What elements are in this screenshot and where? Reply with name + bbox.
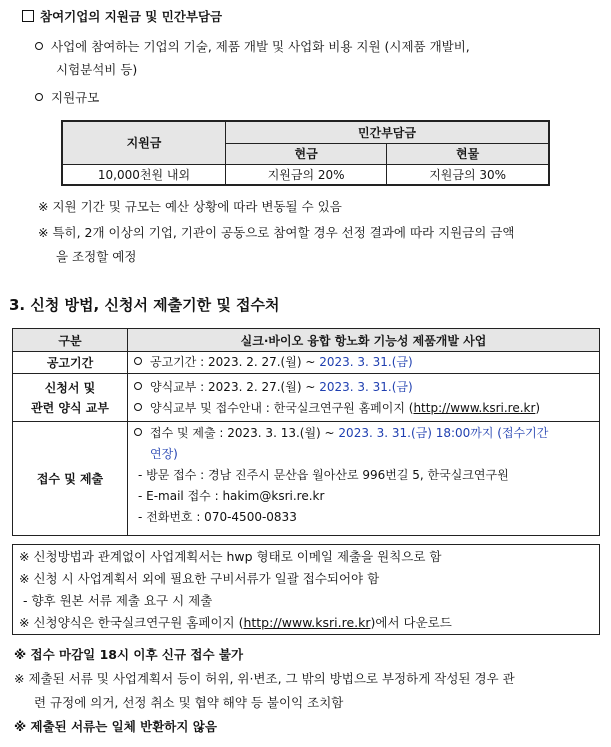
form-issue-label: 신청서 및 관련 양식 교부 bbox=[13, 374, 128, 422]
notes-line-1: ※ 신청방법과 관계없이 사업계획서는 hwp 형태로 이메일 제출을 원칙으로 함 bbox=[19, 549, 442, 564]
notes-line-2: ※ 신청 시 사업계획서 외에 필요한 구비서류가 일괄 접수되어야 함 bbox=[19, 571, 380, 586]
announce-period-label: 공고기간 bbox=[13, 352, 128, 374]
support-note-2-cont: 을 조정할 예정 bbox=[56, 249, 137, 264]
kind-col-header: 현물 bbox=[387, 143, 549, 164]
checkbox-icon bbox=[22, 10, 34, 22]
circle-bullet-icon bbox=[134, 428, 142, 436]
bottom-note-2: ※ 제출된 서류 및 사업계획서 등이 허위, 위·변조, 그 밖의 방법으로 부정하게 작성된 경우 관 bbox=[14, 671, 515, 686]
homepage-link[interactable]: http://www.ksri.re.kr bbox=[413, 400, 536, 415]
notes-line-4: ※ 신청양식은 한국실크연구원 홈페이지 (http://www.ksri.re.kr)에서 다운로드 bbox=[19, 615, 452, 630]
support-bullet-1: 사업에 참여하는 기업의 기술, 제품 개발 및 사업화 비용 지원 (시제품 개발비, bbox=[35, 38, 470, 56]
submission-label: 접수 및 제출 bbox=[13, 422, 128, 536]
circle-bullet-icon bbox=[134, 382, 142, 390]
support-note-1: ※ 지원 기간 및 규모는 예산 상황에 따라 변동될 수 있음 bbox=[38, 199, 342, 214]
support-note-2: ※ 특히, 2개 이상의 기업, 기관이 공동으로 참여할 경우 선정 결과에 따라 지원금의 금액 bbox=[38, 225, 515, 240]
form-issue-cell: 양식교부 : 2023. 2. 27.(월) ~ 2023. 3. 31.(금) 양식교부 및 접수안내 : 한국실크연구원 홈페이지 (http://www.ksri.re.kr) bbox=[128, 374, 600, 422]
application-table bbox=[12, 328, 600, 536]
support-bullet-1-cont: 시험분석비 등) bbox=[56, 62, 138, 77]
support-bullet-2: 지원규모 bbox=[35, 89, 99, 107]
phone-info: - 전화번호 : 070-4500-0833 bbox=[138, 510, 297, 524]
email-info: - E-mail 접수 : hakim@ksri.re.kr bbox=[138, 489, 325, 503]
notes-box bbox=[12, 544, 600, 635]
private-col-header: 민간부담금 bbox=[226, 121, 550, 143]
cash-col-header: 현금 bbox=[226, 143, 387, 164]
support-col-header: 지원금 bbox=[62, 121, 226, 164]
circle-bullet-icon bbox=[35, 42, 43, 50]
kind-value-cell: 지원금의 30% bbox=[387, 164, 549, 185]
support-value-cell: 10,000천원 내외 bbox=[62, 164, 226, 185]
apply-header-left: 구분 bbox=[13, 329, 128, 352]
visit-info: - 방문 접수 : 경남 진주시 문산읍 월아산로 996번길 5, 한국실크연구원 bbox=[138, 468, 509, 482]
notes-line-3: - 향후 원본 서류 제출 요구 시 제출 bbox=[19, 593, 213, 608]
support-section-title: 참여기업의 지원금 및 민간부담금 bbox=[22, 8, 222, 26]
bottom-note-2-cont: 련 규정에 의거, 선정 취소 및 협약 해약 등 불이익 조치함 bbox=[34, 695, 344, 710]
announce-period-cell: 공고기간 : 2023. 2. 27.(월) ~ 2023. 3. 31.(금) bbox=[128, 352, 600, 374]
cash-value-cell: 지원금의 20% bbox=[226, 164, 387, 185]
circle-bullet-icon bbox=[35, 93, 43, 101]
submission-cell: 접수 및 제출 : 2023. 3. 13.(월) ~ 2023. 3. 31.(금) 18:00까지 (접수기간 연장) - 방문 접수 : 경남 진주시 문산읍 월아산로 996번길 5, 한국실크연구원 - E-mail 접수 : hakim@ksri.re.kr - 전화번호 : 070-4500-0833 bbox=[128, 422, 600, 536]
homepage-link-2[interactable]: http://www.ksri.re.kr bbox=[243, 615, 371, 630]
bottom-note-1: ※ 접수 마감일 18시 이후 신규 접수 불가 bbox=[14, 647, 244, 662]
support-table bbox=[61, 120, 550, 186]
apply-header-right: 실크·바이오 융합 항노화 기능성 제품개발 사업 bbox=[128, 329, 600, 352]
bottom-note-3: ※ 제출된 서류는 일체 반환하지 않음 bbox=[14, 719, 217, 734]
circle-bullet-icon bbox=[134, 357, 142, 365]
section3-title: 3. 신청 방법, 신청서 제출기한 및 접수처 bbox=[9, 296, 280, 314]
circle-bullet-icon bbox=[134, 403, 142, 411]
